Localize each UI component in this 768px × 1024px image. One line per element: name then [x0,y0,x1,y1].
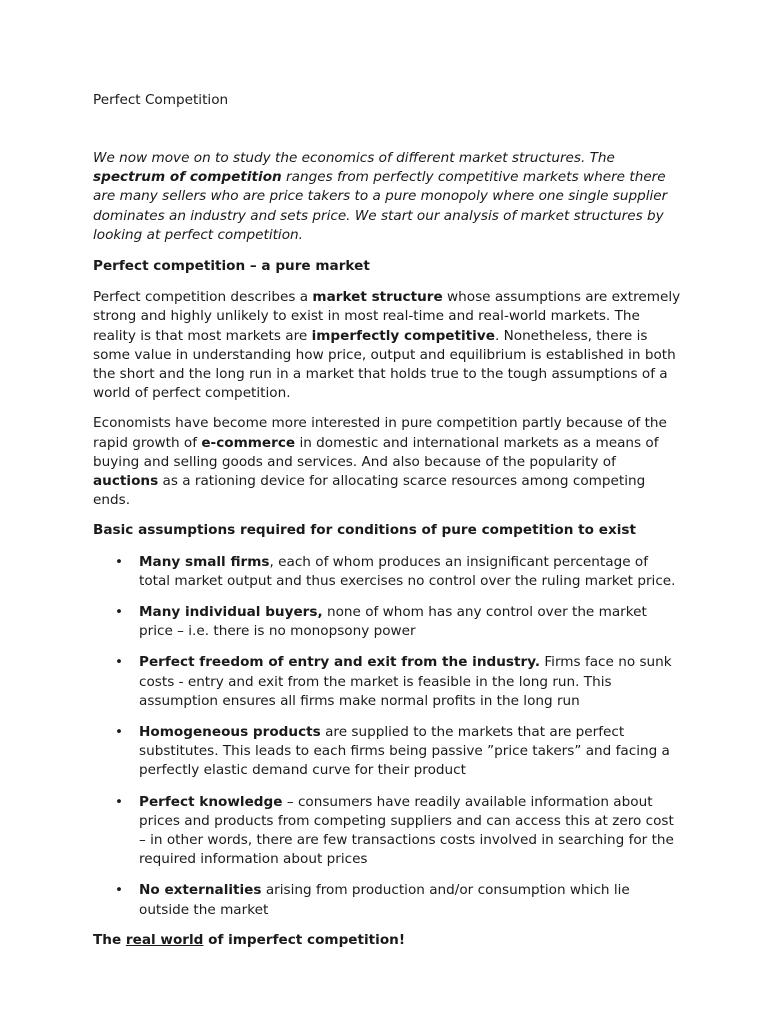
bold-term: e-commerce [201,434,296,451]
bullet-icon: • [115,553,124,570]
section-heading-real-world: The real world of imperfect competition! [93,931,406,948]
bullet-icon: • [115,724,124,741]
list-item-text: none of whom has any control over the market price – i.e. there is no monopsony power [139,604,647,640]
list-item-term: Many small firms [139,553,270,570]
list-item-term: No externalities [139,882,262,899]
intro-bold-term: spectrum of competition [93,169,282,186]
document-body [93,257,683,962]
bold-term: market structure [312,289,443,306]
list-item [93,793,683,870]
list-item-text: , each of whom produces an insignificant percentage of total market output and thus exercises no control over the ruling market price. [139,553,676,589]
document-title: Perfect Competition [93,92,229,108]
paragraph-market-structure: Perfect competition describes a market structure whose assumptions are extremely strong and highly unlikely to exist in most real-time and real-world markets. The reality is that most markets are imperfectly competitive. Nonetheless, there is some value in understanding how price, output and equilibrium is established in both the short and the long run in a market that holds true to the tough assumptions of a world of perfect competition. [93,289,681,402]
section-heading-assumptions: Basic assumptions required for conditions of pure competition to exist [93,522,636,539]
list-item [93,653,683,711]
list-item-term: Homogeneous products [139,724,321,741]
list-item [93,603,683,641]
list-item-text: Firms face no sunk costs - entry and exit from the market is feasible in the long run. This assumption ensures all firms make normal profits in the long run [139,654,672,709]
list-item [93,553,683,591]
intro-text: We now move on to study the economics of different market structures. The [93,150,615,166]
bullet-icon: • [115,882,124,899]
underlined-phrase: real world [125,931,204,948]
list-item-text: arising from production and/or consumption which lie outside the market [139,882,630,918]
list-item-text: – consumers have readily available information about prices and products from competing suppliers and can access this at zero cost – in other words, there are few transactions costs involved in searching for the required information about prices [139,793,674,868]
section-heading-pure-market: Perfect competition – a pure market [93,258,370,274]
paragraph-economists: Economists have become more interested in pure competition partly because of the rapid growth of e-commerce in domestic and international markets as a means of buying and selling goods and services. And also because of the popularity of auctions as a rationing device for allocating scarce resources among competing ends. [93,415,667,509]
intro-paragraph [93,149,683,245]
bullet-icon: • [115,654,124,671]
bold-term: auctions [93,473,159,490]
intro-text: ranges from perfectly competitive markets where there are many sellers who are price takers to a pure monopoly where one single supplier dominates an industry and sets price. We start our analysis of market structures by looking at perfect competition. [93,169,668,243]
list-item [93,723,683,781]
list-item [93,881,683,919]
list-item-term: Many individual buyers, [139,604,323,621]
list-item-term: Perfect freedom of entry and exit from the industry. [139,654,541,671]
assumptions-list [93,553,683,920]
list-item-term: Perfect knowledge [139,793,283,810]
bold-term: imperfectly competitive [311,327,495,344]
bullet-icon: • [115,793,124,810]
bullet-icon: • [115,604,124,621]
list-item-text: are supplied to the markets that are perfect substitutes. This leads to each firms being passive ”price takers” and facing a perfectly elastic demand curve for their product [139,724,670,779]
